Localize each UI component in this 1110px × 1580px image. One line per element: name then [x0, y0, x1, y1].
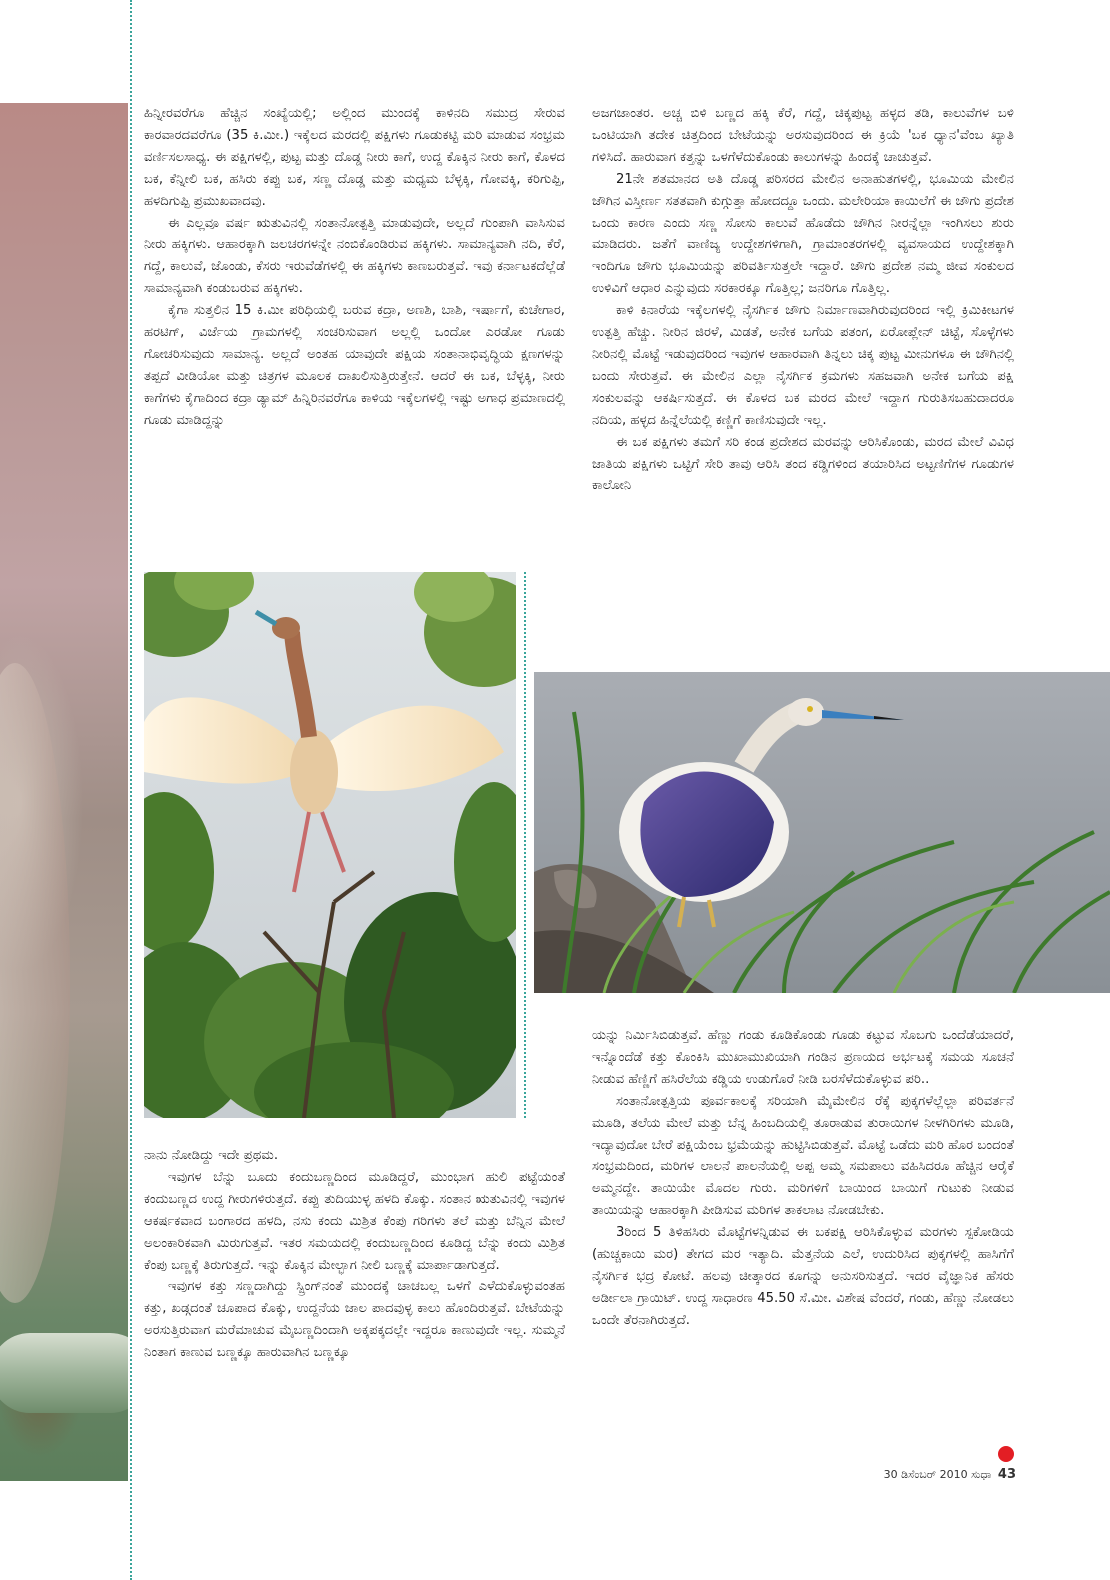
magazine-name: ಸುಧಾ [971, 1468, 992, 1481]
paragraph: ಅಜಗಜಾಂತರ. ಅಚ್ಚ ಬಿಳಿ ಬಣ್ಣದ ಹಕ್ಕಿ ಕೆರೆ, ಗದ್ದೆ, ಚಿಕ್ಕಪುಟ್ಟ ಹಳ್ಳದ ತಡಿ, ಕಾಲುವೆಗಳ ಬಳಿ ಒಂಟಿಯಾಗಿ ತದೇಕ ಚಿತ್ತದಿಂದ ಬೇಟೆಯನ್ನು ಅರಸುವುದರಿಂದ ಈ ಕ್ರಿಯೆ 'ಬಕ ಧ್ಯಾನ'ವೆಂಬ ಖ್ಯಾತಿ ಗಳಿಸಿದೆ. ಹಾರುವಾಗ ಕತ್ತನ್ನು ಒಳಗೆಳೆದುಕೊಂಡು ಕಾಲುಗಳನ್ನು ಹಿಂದಕ್ಕೆ ಚಾಚುತ್ತವೆ. [592, 106, 1014, 165]
paragraph: ನಾನು ನೋಡಿದ್ದು ಇದೇ ಪ್ರಥಮ. [144, 1148, 279, 1163]
left-heron-photo [0, 103, 128, 1481]
paragraph: ಇವುಗಳ ಬೆನ್ನು ಬೂದು ಕಂದುಬಣ್ಣದಿಂದ ಮೂಡಿದ್ದರೆ, ಮುಂಭಾಗ ಹುಲಿ ಪಟ್ಟೆಯಂತೆ ಕಂದುಬಣ್ಣದ ಉದ್ದ ಗೀರುಗಳಿರುತ್ತದೆ. ಕಪ್ಪು ತುದಿಯುಳ್ಳ ಹಳದಿ ಕೊಕ್ಕು. ಸಂತಾನ ಋತುವಿನಲ್ಲಿ ಇವುಗಳ ಆಕರ್ಷಕವಾದ ಬಂಗಾರದ ಹಳದಿ, ನಸು ಕಂದು ಮಿಶ್ರಿತ ಕೆಂಪು ಗರಿಗಳು ತಲೆ ಮತ್ತು ಬೆನ್ನಿನ ಮೇಲೆ ಅಲಂಕಾರಿಕವಾಗಿ ಮಿರುಗುತ್ತವೆ. ಇತರ ಸಮಯದಲ್ಲಿ ಕಂದುಬಣ್ಣದಿಂದ ಕೂಡಿದ್ದ ಬೆನ್ನು ಕಂದು ಮಿಶ್ರಿತ ಕೆಂಪು ಬಣ್ಣಕ್ಕೆ ತಿರುಗುತ್ತದೆ. ಇನ್ನು ಕೊಕ್ಕಿನ ಮೇಲ್ಭಾಗ ನೀಲಿ ಬಣ್ಣಕ್ಕೆ ಮಾರ್ಪಾಡಾಗುತ್ತದೆ. [144, 1169, 565, 1273]
paragraph: 21ನೇ ಶತಮಾನದ ಅತಿ ದೊಡ್ಡ ಪರಿಸರದ ಮೇಲಿನ ಅನಾಹುತಗಳಲ್ಲಿ, ಭೂಮಿಯ ಮೇಲಿನ ಜೌಗಿನ ವಿಸ್ತೀರ್ಣ ಸತತವಾಗಿ ಕುಗ್ಗುತ್ತಾ ಹೋದದ್ದೂ ಒಂದು. ಮಲೇರಿಯಾ ಕಾಯಿಲೆಗೆ ಈ ಜೌಗು ಪ್ರದೇಶ ಒಂದು ಕಾರಣ ಎಂದು ಸಣ್ಣ ಸೋಸು ಕಾಲುವೆ ಹೊಡೆದು ಜೌಗಿನ ನೀರನ್ನೆಲ್ಲಾ ಇಂಗಿಸಲು ಶುರು ಮಾಡಿದರು. ಜತೆಗೆ ವಾಣಿಜ್ಯ ಉದ್ದೇಶಗಳಿಗಾಗಿ, ಗ್ರಾಮಾಂತರಗಳಲ್ಲಿ ವ್ಯವಸಾಯದ ಉದ್ದೇಶಕ್ಕಾಗಿ ಇಂದಿಗೂ ಜೌಗು ಭೂಮಿಯನ್ನು ಪರಿವರ್ತಿಸುತ್ತಲೇ ಇದ್ದಾರೆ. ಜೌಗು ಪ್ರದೇಶ ನಮ್ಮ ಜೀವ ಸಂಕುಲದ ಉಳಿವಿಗೆ ಆಧಾರ ಎನ್ನುವುದು ಸರಕಾರಕ್ಕೂ ಗೊತ್ತಿಲ್ಲ; ಜನರಿಗೂ ಗೊತ್ತಿಲ್ಲ. [592, 171, 1014, 297]
article-column-1-bottom [144, 1145, 565, 1364]
paragraph: ಇವುಗಳ ಕತ್ತು ಸಣ್ಣದಾಗಿದ್ದು ಸ್ಪ್ರಿಂಗ್‌ನಂತೆ ಮುಂದಕ್ಕೆ ಚಾಚಬಲ್ಲ ಒಳಗೆ ಎಳೆದುಕೊಳ್ಳುವಂತಹ ಕತ್ತು, ಖಡ್ಗದಂತೆ ಚೂಪಾದ ಕೊಕ್ಕು, ಉದ್ದನೆಯ ಜಾಲ ಪಾದವುಳ್ಳ ಕಾಲು ಹೊಂದಿರುತ್ತವೆ. ಬೇಟೆಯನ್ನು ಅರಸುತ್ತಿರುವಾಗ ಮರೆಮಾಚುವ ಮೈಬಣ್ಣದಿಂದಾಗಿ ಅಕ್ಕಪಕ್ಕದಲ್ಲೇ ಇದ್ದರೂ ಕಾಣುವುದೇ ಇಲ್ಲ. ಸುಮ್ಮನೆ ನಿಂತಾಗ ಕಾಣುವ ಬಣ್ಣಕ್ಕೂ ಹಾರುವಾಗಿನ ಬಣ್ಣಕ್ಕೂ [144, 1279, 565, 1361]
paragraph: ಯನ್ನು ನಿರ್ಮಿಸಿಬಿಡುತ್ತವೆ. ಹೆಣ್ಣು ಗಂಡು ಕೂಡಿಕೊಂಡು ಗೂಡು ಕಟ್ಟುವ ಸೊಬಗು ಒಂದೆಡೆಯಾದರೆ, ಇನ್ನೊಂದೆಡೆ ಕತ್ತು ಕೊಂಕಿಸಿ ಮುಖಾಮುಖಿಯಾಗಿ ಗಂಡಿನ ಪ್ರಣಯದ ಅರ್ಭಟಕ್ಕೆ ಸಮಯ ಸೂಚನೆ ನೀಡುವ ಹೆಣ್ಣಿಗೆ ಹಸಿರೆಲೆಯ ಕಡ್ಡಿಯ ಉಡುಗೊರೆ ನೀಡಿ ಬರಸೆಳೆದುಕೊಳ್ಳುವ ಪರಿ.. [592, 1028, 1014, 1087]
pipe-perch-shape [0, 1333, 128, 1413]
issue-date: 30 ಡಿಸೆಂಬರ್ 2010 [883, 1468, 968, 1481]
paragraph: ಕೈಗಾ ಸುತ್ತಲಿನ 15 ಕಿ.ಮೀ ಪರಿಧಿಯಲ್ಲಿ ಬರುವ ಕದ್ರಾ, ಅಣಶಿ, ಬಾಶಿ, ಇರ್ಷಾಗೆ, ಕುಚೇಗಾರ, ಹರಟಿಗ್, ವಿರ್ಜೆಯ ಗ್ರಾಮಗಳಲ್ಲಿ ಸಂಚರಿಸುವಾಗ ಅಲ್ಲಲ್ಲಿ ಒಂದೋ ಎರಡೋ ಗೂಡು ಗೋಚರಿಸುವುದು ಸಾಮಾನ್ಯ. ಅಲ್ಲದೆ ಅಂತಹ ಯಾವುದೇ ಪಕ್ಷಿಯ ಸಂತಾನಾಭಿವೃದ್ಧಿಯ ಕ್ಷಣಗಳನ್ನು ತಪ್ಪದೆ ವೀಡಿಯೋ ಮತ್ತು ಚಿತ್ರಗಳ ಮೂಲಕ ದಾಖಲಿಸುತ್ತಿರುತ್ತೇನೆ. ಆದರೆ ಈ ಬಕ, ಬೆಳ್ಳಕ್ಕಿ, ನೀರು ಕಾಗೆಗಳು ಕೈಗಾದಿಂದ ಕದ್ರಾ ಡ್ಯಾಮ್ ಹಿನ್ನಿರಿನವರೆಗೂ ಕಾಳಿಯ ಇಕ್ಕೆಲಗಳಲ್ಲಿ ಇಷ್ಟು ಅಗಾಧ ಪ್ರಮಾಣದಲ್ಲಿ ಗೂಡು ಮಾಡಿದ್ದನ್ನು [144, 303, 565, 428]
article-column-1-top [144, 103, 565, 432]
page-number: 43 [997, 1467, 1016, 1482]
heron-wing-shape [0, 663, 70, 1303]
heron-wings-photo [144, 572, 516, 1118]
article-column-2-bottom [592, 1025, 1014, 1332]
dotted-divider [130, 0, 132, 1580]
article-column-2-top [592, 103, 1014, 497]
paragraph: ಕಾಳಿ ಕಿನಾರೆಯ ಇಕ್ಕೆಲಗಳಲ್ಲಿ ನೈಸರ್ಗಿಕ ಜೌಗು ನಿರ್ಮಾಣವಾಗಿರುವುದರಿಂದ ಇಲ್ಲಿ ಕ್ರಿಮಿಕೀಟಗಳ ಉತ್ಪತ್ತಿ ಹೆಚ್ಚು. ನೀರಿನ ಜಿರಳೆ, ಮಿಡತೆ, ಅನೇಕ ಬಗೆಯ ಪತಂಗ, ಏರೋಪ್ಲೇನ್ ಚಿಟ್ಟೆ, ಸೊಳ್ಳೆಗಳು ನೀರಿನಲ್ಲಿ ಮೊಟ್ಟೆ ಇಡುವುದರಿಂದ ಇವುಗಳ ಆಹಾರವಾಗಿ ತಿನ್ನಲು ಚಿಕ್ಕ ಪುಟ್ಟ ಮೀನುಗಳೂ ಈ ಜೌಗಿನಲ್ಲಿ ಬಂದು ಸೇರುತ್ತವೆ. ಈ ಮೇಲಿನ ಎಲ್ಲಾ ನೈಸರ್ಗಿಕ ಕ್ರಮಗಳು ಸಹಜವಾಗಿ ಅನೇಕ ಬಗೆಯ ಪಕ್ಷಿ ಸಂಕುಲವನ್ನು ಆಕರ್ಷಿಸುತ್ತದೆ. ಈ ಕೊಳದ ಬಕ ಮರದ ಮೇಲೆ ಇದ್ದಾಗ ಗುರುತಿಸಬಹುದಾದರೂ ನದಿಯ, ಹಳ್ಳದ ಹಿನ್ನೆಲೆಯಲ್ಲಿ ಕಣ್ಣಿಗೆ ಕಾಣಿಸುವುದೇ ಇಲ್ಲ. [592, 303, 1014, 428]
paragraph: ಹಿನ್ನೀರವರೆಗೂ ಹೆಚ್ಚಿನ ಸಂಖ್ಯೆಯಲ್ಲಿ; ಅಲ್ಲಿಂದ ಮುಂದಕ್ಕೆ ಕಾಳಿನದಿ ಸಮುದ್ರ ಸೇರುವ ಕಾರವಾರದವರೆಗೂ (35 ಕಿ.ಮೀ.) ಇಕ್ಕೆಲದ ಮರದಲ್ಲಿ ಪಕ್ಷಿಗಳು ಗೂಡುಕಟ್ಟಿ ಮರಿ ಮಾಡುವ ಸಂಭ್ರಮ ವರ್ಣಿಸಲಸಾಧ್ಯ. ಈ ಪಕ್ಷಿಗಳಲ್ಲಿ, ಪುಟ್ಟ ಮತ್ತು ದೊಡ್ಡ ನೀರು ಕಾಗೆ, ಉದ್ದ ಕೊಕ್ಕಿನ ನೀರು ಕಾಗೆ, ಕೊಳದ ಬಕ, ಕೆನ್ನೀಲಿ ಬಕ, ಹಸಿರು ಕಪ್ಪು ಬಕ, ಸಣ್ಣ ದೊಡ್ಡ ಮತ್ತು ಮಧ್ಯಮ ಬೆಳ್ಳಕ್ಕಿ, ಗೋವಕ್ಕಿ, ಕರಿಗುಪ್ಪಿ, ಹಳದಿಗುಪ್ಪಿ ಪ್ರಮುಖವಾದವು. [144, 106, 565, 209]
page-footer [884, 1467, 1016, 1482]
photo-dotted-border [524, 572, 526, 1118]
paragraph: ಈ ಬಕ ಪಕ್ಷಿಗಳು ತಮಗೆ ಸರಿ ಕಂಡ ಪ್ರದೇಶದ ಮರವನ್ನು ಆರಿಸಿಕೊಂಡು, ಮರದ ಮೇಲೆ ವಿವಿಧ ಜಾತಿಯ ಪಕ್ಷಿಗಳು ಒಟ್ಟಿಗೆ ಸೇರಿ ತಾವು ಆರಿಸಿ ತಂದ ಕಡ್ಡಿಗಳಿಂದ ತಯಾರಿಸಿದ ಅಟ್ಟಣಿಗೆಗಳ ಗೂಡುಗಳ ಕಾಲೋನಿ [592, 434, 1014, 494]
pond-heron-photo [534, 672, 1110, 993]
end-of-article-dot [998, 1446, 1014, 1462]
paragraph: 3ರಿಂದ 5 ತಿಳಿಹಸಿರು ಮೊಟ್ಟೆಗಳನ್ನಿಡುವ ಈ ಬಕಪಕ್ಷಿ ಆರಿಸಿಕೊಳ್ಳುವ ಮರಗಳು ಸ್ಪಕೋಡಿಯ (ಹುಚ್ಚಕಾಯಿ ಮರ) ತೇಗದ ಮರ ಇತ್ಯಾದಿ. ಮೆತ್ತನೆಯ ಎಲೆ, ಉದುರಿಸಿದ ಪುಕ್ಕಗಳಲ್ಲಿ ಹಾಸಿಗೆಗೆ ನೈಸರ್ಗಿಕ ಭದ್ರ ಕೋಟೆ. ಹಲವು ಚೀತ್ಕಾರದ ಕೂಗನ್ನು ಅನುಸರಿಸುತ್ತದೆ. ಇದರ ವೈಜ್ಞಾನಿಕ ಹೆಸರು ಅರ್ಡೀಲಾ ಗ್ರಾಯಿಟ್. ಉದ್ದ ಸಾಧಾರಣ 45.50 ಸೆ.ಮೀ. ವಿಶೇಷ ವೆಂದರೆ, ಗಂಡು, ಹೆಣ್ಣು ನೋಡಲು ಒಂದೇ ತೆರನಾಗಿರುತ್ತದೆ. [592, 1225, 1014, 1328]
paragraph: ಸಂತಾನೋತ್ಪತ್ತಿಯ ಪೂರ್ವಕಾಲಕ್ಕೆ ಸರಿಯಾಗಿ ಮೈಮೇಲಿನ ರೆಕ್ಕೆ ಪುಕ್ಕಗಳೆಲ್ಲೆಲ್ಲಾ ಪರಿವರ್ತನೆ ಮೂಡಿ, ತಲೆಯ ಮೇಲೆ ಮತ್ತು ಬೆನ್ನ ಹಿಂಬದಿಯಲ್ಲಿ ತೂರಾಡುವ ತುರಾಯಿಗಳ ನೀಳಗಿರಿಗಳು ಮೂಡಿ, ಇದ್ಯಾವುದೋ ಬೇರೆ ಪಕ್ಷಿಯೆಂಬ ಭ್ರಮೆಯನ್ನು ಹುಟ್ಟಿಸಿಬಿಡುತ್ತವೆ. ಮೊಟ್ಟೆ ಒಡೆದು ಮರಿ ಹೊರ ಬಂದಂತೆ ಸಂಭ್ರಮದಿಂದ, ಮರಿಗಳ ಲಾಲನೆ ಪಾಲನೆಯಲ್ಲಿ ಅಪ್ಪ ಅಮ್ಮ ಸಮಪಾಲು ವಹಿಸಿದರೂ ಹೆಚ್ಚಿನ ಆರೈಕೆ ಅಮ್ಮನದ್ದೇ. ತಾಯಿಯೇ ಮೊದಲ ಗುರು. ಮರಿಗಳಿಗೆ ಬಾಯಿಂದ ಬಾಯಿಗೆ ಗುಟುಕು ನೀಡುವ ತಾಯಿಯನ್ನು ಆಹಾರಕ್ಕಾಗಿ ಪೀಡಿಸುವ ಮರಿಗಳ ತಾಕಲಾಟ ನೋಡಬೇಕು. [592, 1093, 1014, 1219]
paragraph: ಈ ಎಲ್ಲವೂ ವರ್ಷ ಋತುವಿನಲ್ಲಿ ಸಂತಾನೋತ್ಪತ್ತಿ ಮಾಡುವುದೇ, ಅಲ್ಲದೆ ಗುಂಪಾಗಿ ವಾಸಿಸುವ ನೀರು ಹಕ್ಕಿಗಳು. ಆಹಾರಕ್ಕಾಗಿ ಜಲಚರಗಳನ್ನೇ ನಂಬಿಕೊಂಡಿರುವ ಹಕ್ಕಿಗಳು. ಸಾಮಾನ್ಯವಾಗಿ ನದಿ, ಕೆರೆ, ಗದ್ದೆ, ಕಾಲುವೆ, ಜೊಂಡು, ಕೆಸರು ಇರುವೆಡೆಗಳಲ್ಲಿ ಈ ಹಕ್ಕಿಗಳು ಕಾಣಬರುತ್ತವೆ. ಇವು ಕರ್ನಾಟಕದೆಲ್ಲೆಡೆ ಸಾಮಾನ್ಯವಾಗಿ ಕಂಡುಬರುವ ಹಕ್ಕಿಗಳು. [144, 215, 565, 297]
